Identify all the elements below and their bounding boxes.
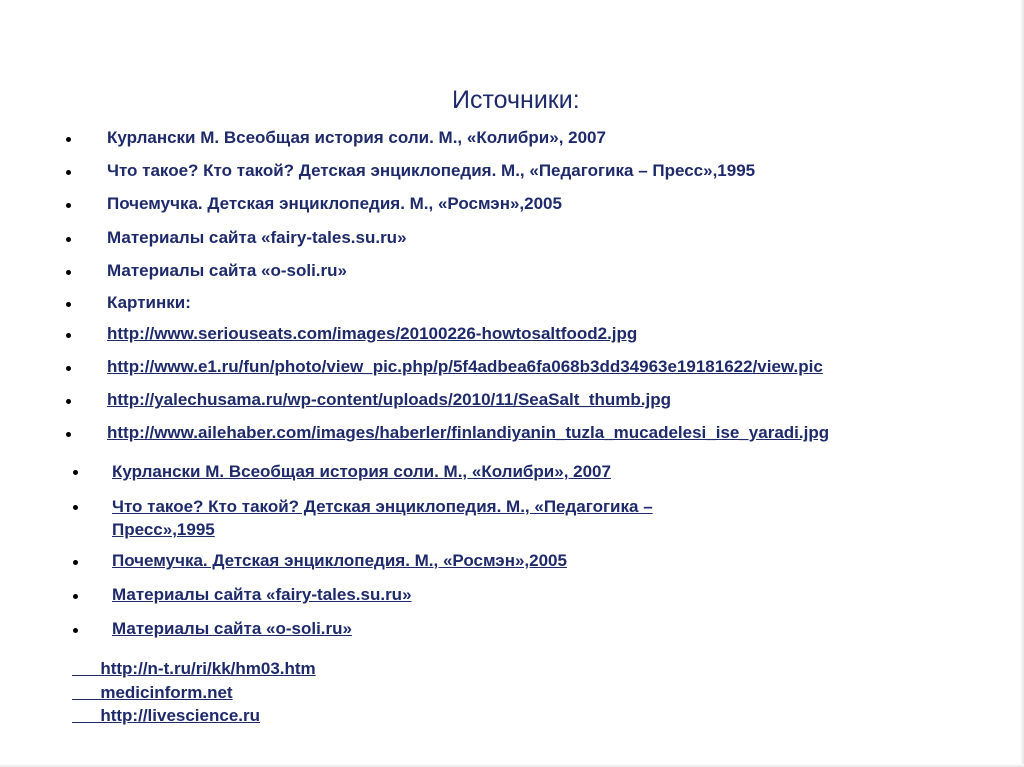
list-item-text: Материалы сайта «fairy-tales.su.ru» (107, 228, 407, 247)
list-item-text: Почемучка. Детская энциклопедия. М., «Росмэн»,2005 (107, 194, 562, 213)
bullet-icon (66, 302, 71, 307)
list-item (0, 261, 1024, 287)
bullet-icon (73, 594, 78, 599)
bullet-icon (66, 432, 71, 437)
bullet-icon (73, 470, 78, 475)
bullet-icon (66, 270, 71, 275)
list-item (0, 194, 1024, 220)
list-item-link (0, 357, 1024, 383)
bullet-icon (73, 560, 78, 565)
list-item (0, 161, 1024, 187)
list-item-text: Курлански М. Всеобщая история соли. М., «Колибри», 2007 (107, 128, 606, 147)
source-link[interactable]: Почемучка. Детская энциклопедия. М., «Росмэн»,2005 (112, 551, 567, 570)
source-link[interactable]: Пресс»,1995 (112, 520, 215, 539)
bullet-icon (66, 170, 71, 175)
bullet-icon (73, 628, 78, 633)
bullet-icon (66, 203, 71, 208)
image-link[interactable]: http://yalechusama.ru/wp-content/uploads/2010/11/SeaSalt_thumb.jpg (107, 390, 671, 409)
list-item-text: Что такое? Кто такой? Детская энциклопедия. М., «Педагогика – Пресс»,1995 (107, 161, 756, 180)
list-item (0, 128, 1024, 154)
list-item-text: Картинки: (107, 293, 191, 312)
bullet-icon (66, 399, 71, 404)
list-item-text: Материалы сайта «o-soli.ru» (107, 261, 347, 280)
source-link[interactable]: Материалы сайта «o-soli.ru» (112, 619, 352, 638)
list-item (0, 293, 1024, 319)
bullet-icon (66, 237, 71, 242)
list-item-link (0, 423, 1024, 449)
web-link[interactable]: http://livescience.ru (72, 706, 260, 725)
image-link[interactable]: http://www.seriouseats.com/images/20100226-howtosaltfood2.jpg (107, 324, 638, 343)
page-title: Источники: (452, 86, 580, 114)
list-item (0, 228, 1024, 254)
web-link[interactable]: http://n-t.ru/ri/kk/hm03.htm (72, 659, 316, 678)
image-link[interactable]: http://www.ailehaber.com/images/haberler/finlandiyanin_tuzla_mucadelesi_ise_yaradi.jpg (107, 423, 830, 442)
list-item-link (0, 390, 1024, 416)
slide-edge-right (1020, 0, 1024, 767)
source-link[interactable]: Курлански М. Всеобщая история соли. М., «Колибри», 2007 (112, 462, 611, 481)
web-link[interactable]: medicinform.net (72, 683, 233, 702)
list-item-link (0, 324, 1024, 350)
source-link[interactable]: Что такое? Кто такой? Детская энциклопедия. М., «Педагогика – (112, 497, 653, 516)
image-link[interactable]: http://www.e1.ru/fun/photo/view_pic.php/p/5f4adbea6fa068b3dd34963e19181622/view.pic (107, 357, 823, 376)
source-link[interactable]: Материалы сайта «fairy-tales.su.ru» (112, 585, 412, 604)
bullet-icon (66, 137, 71, 142)
bullet-icon (73, 505, 78, 510)
bullet-icon (66, 366, 71, 371)
bullet-icon (66, 333, 71, 338)
